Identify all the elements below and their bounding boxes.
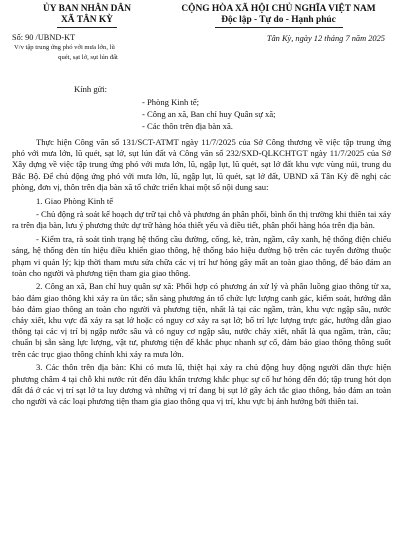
recipient-item: - Công an xã, Ban chỉ huy Quân sự xã; xyxy=(142,109,276,119)
issuer-block xyxy=(12,4,162,62)
section-heading: 1. Giao Phòng Kinh tế xyxy=(36,195,114,206)
letter-header xyxy=(12,4,391,62)
recipient-item: - Các thôn trên địa bàn xã. xyxy=(142,121,233,131)
document-subject-line-1: V/v tập trung ứng phó với mưa lớn, lũ xyxy=(14,44,115,51)
issuer-commune: XÃ TÂN KỲ xyxy=(61,15,113,25)
body-paragraph: - Chủ động rà soát kế hoạch dự trữ tại chỗ và phương án phân phối, bình ổn thị trường khi thiên tai xảy ra trên địa bàn, lưu ý phương thức dự trữ hàng hóa thiết yếu và điều tiết, phân phối hàng hóa trên địa bàn. xyxy=(12,209,391,231)
document-subject-line-2: quét, sạt lở, sụt lún đất xyxy=(58,54,118,61)
recipient-list xyxy=(12,96,391,132)
intro-paragraph: Thực hiện Công văn số 131/SCT-ATMT ngày 11/7/2025 của Sở Công thương về việc tập trung ứng phó với mưa lớn, lũ quét, sạt lở, sụt lún đất và Công văn số 232/SXD-QLKCHTGT ngày 11/7/2025 của Sở Xây dựng về việc tập trung ứng phó với mưa lớn, lũ, ngập lụt, lũ quét, sạt lở đất khu vực vùng núi, trung du Bắc Bộ. Để chủ động ứng phó với mưa lớn, lũ, ngập lụt, lũ quét, sạt lở đất, UBND xã Tân Kỳ đề nghị các phòng, đơn vị, thôn trên địa bàn xã tổ chức triển khai một số nội dung sau: xyxy=(12,137,391,192)
body-paragraph: - Kiểm tra, rà soát tình trạng hệ thống cầu đường, cống, kè, tràn, ngầm, cây xanh, hệ thống điện chiếu sáng, hệ thống đèn tín hiệu điều khiển giao thông, hệ thống báo hiệu đường bộ trên các tuyến đường thuộc phạm vi quản lý; kịp thời tham mưu sửa chữa các vị trí hư hỏng gây mất an toàn giao thông, để bảo đảm an toàn cho người và phương tiện tham gia giao thông. xyxy=(12,234,391,278)
motto-underline xyxy=(215,27,343,28)
body-paragraph: 2. Công an xã, Ban chỉ huy quân sự xã: Phối hợp có phương án xử lý và phân luồng giao thông từ xa, bảo đảm giao thông khi xảy ra ùn tắc; sẵn sàng phương án tổ chức lực lượng canh gác, kiểm soát, hướng dẫn bảo đảm giao thông an toàn cho người và phương tiện, nhất là tại các ngầm, tràn, khu vực ngập sâu, nước chảy xiết, khu vực đã xảy ra sạt lở hoặc có nguy cơ xảy ra sạt lở; bố trí lực lượng trực gác, hướng dẫn giao thông tại các vị trí bị ngập nước sâu và có nguy cơ ngập sâu, nước chảy xiết, nhất là qua ngầm, tràn, cầu; chuẩn bị sẵn sàng lực lượng, vật tư, phương tiện để khắc phục nhanh sự cố, đảm bảo giao thông thông suốt trên các trục giao thông chính khi xảy ra mưa lớn. xyxy=(12,281,391,359)
document-number: Số: 90 /UBND-KT xyxy=(12,33,76,42)
greeting: Kính gửi: xyxy=(74,84,108,94)
national-motto: Độc lập - Tự do - Hạnh phúc xyxy=(221,15,336,25)
issuer-underline xyxy=(57,27,117,28)
recipient-item: - Phòng Kinh tế; xyxy=(142,97,200,107)
issuer-committee: ỦY BAN NHÂN DÂN xyxy=(43,4,131,14)
country-name: CỘNG HÒA XÃ HỘI CHỦ NGHĨA VIỆT NAM xyxy=(181,4,376,14)
body-paragraph: 3. Các thôn trên địa bàn: Khi có mưa lũ, thiệt hại xảy ra chủ động huy động người dân thực hiện phương châm 4 tại chỗ khi nước rút đến đâu khẩn trương khắc phục sự cố hư hỏng đến đó; tập trung hót dọn đất đá ở các vị trí sạt lở ta luy dương và những vị trí đang bị sụt lở gây ách tắc giao thông, bảo đảm an toàn cho người và các loại phương tiện tham gia giao thông qua vị trí, khu vực bị ảnh hưởng bởi thiên tai. xyxy=(12,362,391,406)
national-block xyxy=(166,4,391,62)
letter-body xyxy=(12,137,391,407)
document-date: Tân Kỳ, ngày 12 tháng 7 năm 2025 xyxy=(266,34,385,43)
